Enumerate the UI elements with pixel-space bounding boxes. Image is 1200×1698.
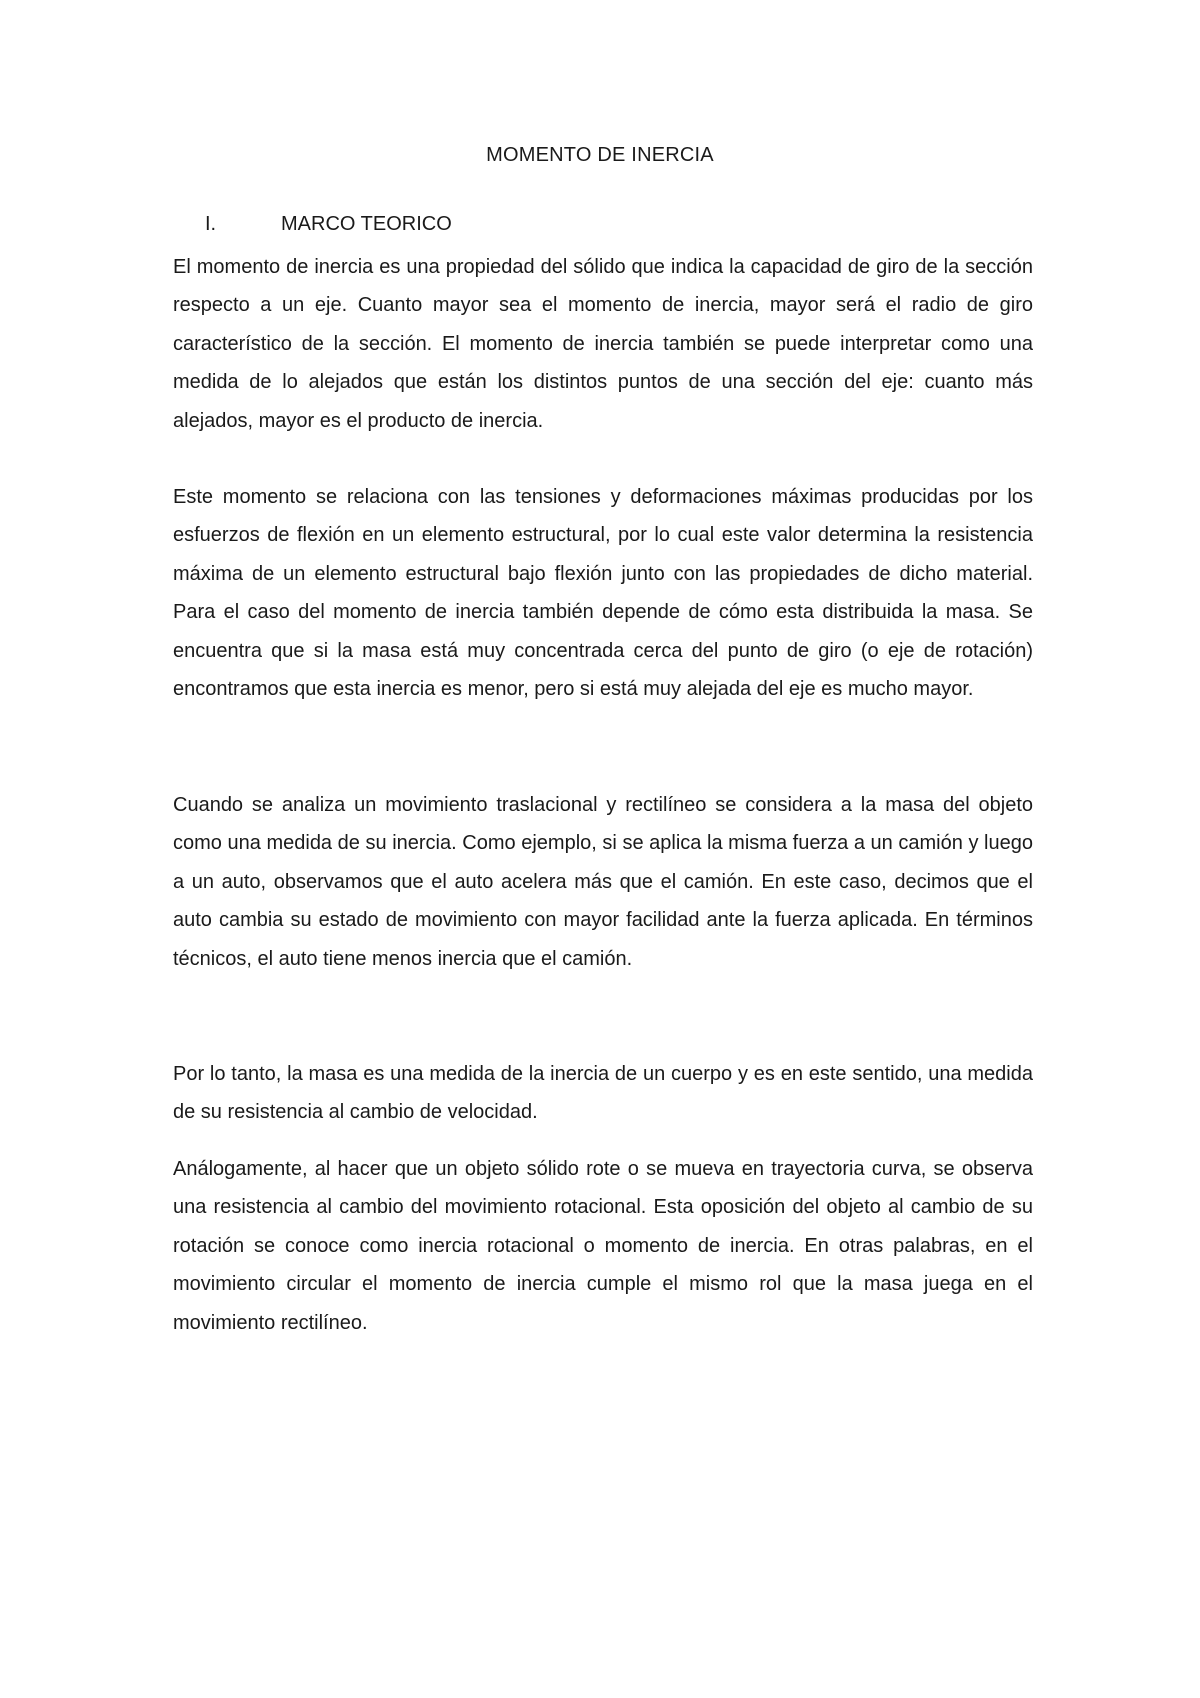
paragraph: Este momento se relaciona con las tensiones y deformaciones máximas producidas por los esfuerzos de flexión en un elemento estructural, por lo cual este valor determina la resistencia máxima de un elemento estructural bajo flexión junto con las propiedades de dicho material. Para el caso del momento de inercia también depende de cómo esta distribuida la masa. Se encuentra que si la masa está muy concentrada cerca del punto de giro (o eje de rotación) encontramos que esta inercia es menor, pero si está muy alejada del eje es mucho mayor.: [173, 486, 1033, 701]
section-label: MARCO TEORICO: [281, 213, 452, 235]
section-number: I.: [205, 213, 217, 235]
paragraph: El momento de inercia es una propiedad del sólido que indica la capacidad de giro de la sección respecto a un eje. Cuanto mayor sea el momento de inercia, mayor será el radio de giro característico de la sección. El momento de inercia también se puede interpretar como una medida de lo alejados que están los distintos puntos de una sección del eje: cuanto más alejados, mayor es el producto de inercia.: [173, 256, 1033, 432]
document-title: MOMENTO DE INERCIA: [486, 144, 714, 166]
paragraph: Cuando se analiza un movimiento traslacional y rectilíneo se considera a la masa del objeto como una medida de su inercia. Como ejemplo, si se aplica la misma fuerza a un camión y luego a un auto, observamos que el auto acelera más que el camión. En este caso, decimos que el auto cambia su estado de movimiento con mayor facilidad ante la fuerza aplicada. En términos técnicos, el auto tiene menos inercia que el camión.: [173, 794, 1033, 970]
paragraph: Análogamente, al hacer que un objeto sólido rote o se mueva en trayectoria curva, se observa una resistencia al cambio del movimiento rotacional. Esta oposición del objeto al cambio de su rotación se conoce como inercia rotacional o momento de inercia. En otras palabras, en el movimiento circular el momento de inercia cumple el mismo rol que la masa juega en el movimiento rectilíneo.: [173, 1158, 1033, 1334]
paragraph: Por lo tanto, la masa es una medida de la inercia de un cuerpo y es en este sentido, una medida de su resistencia al cambio de velocidad.: [173, 1063, 1033, 1124]
